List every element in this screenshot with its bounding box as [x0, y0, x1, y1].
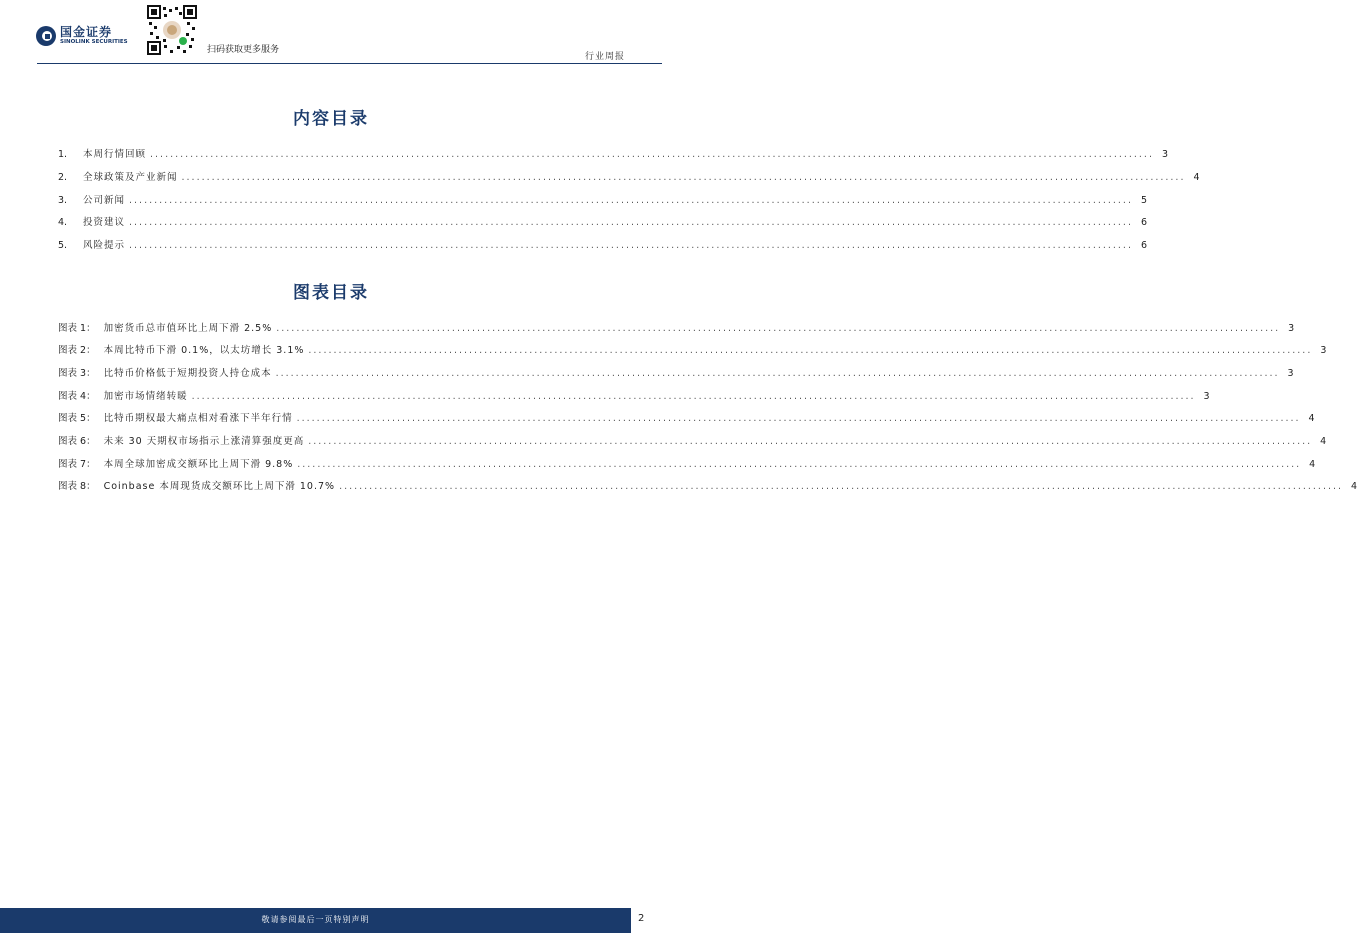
figure-item[interactable]	[58, 342, 1327, 356]
dot-leader: ........................................................................................................................................................................................................	[339, 481, 1344, 492]
figure-item[interactable]	[58, 365, 1294, 379]
figure-item-page: 3	[1287, 368, 1294, 379]
toc-item-number: 4.	[58, 217, 68, 228]
dot-leader: ........................................................................................................................................................................................................	[275, 368, 1280, 379]
figure-item[interactable]	[58, 456, 1316, 470]
figure-item-label: 图表 6：	[58, 436, 96, 447]
toc-item-page: 3	[1161, 149, 1168, 160]
figure-item[interactable]	[58, 410, 1315, 424]
toc-item-number: 3.	[58, 195, 68, 206]
figure-item-title: 加密货币总市值环比上周下滑 2.5%	[103, 323, 273, 334]
figure-item[interactable]	[58, 478, 1357, 492]
logo-mark-icon	[36, 26, 56, 46]
toc-item[interactable]	[58, 192, 1147, 206]
toc-item-number: 1.	[58, 149, 68, 160]
toc-item[interactable]	[58, 214, 1147, 228]
figure-item[interactable]	[58, 388, 1210, 402]
footer-disclaimer: 敬请参阅最后一页特别声明	[261, 915, 370, 924]
document-type: 行业周报	[584, 52, 625, 62]
dot-leader: ........................................................................................................................................................................................................	[308, 345, 1313, 356]
page-number: 2	[638, 913, 645, 924]
qr-code-icon[interactable]	[147, 5, 197, 55]
toc-item-title: 公司新闻	[83, 195, 126, 206]
toc-item-page: 6	[1140, 240, 1147, 251]
logo-name-en: SINOLINK SECURITIES	[60, 39, 128, 45]
dot-leader: ........................................................................................................................................................................................................	[276, 323, 1281, 334]
figure-item-page: 4	[1320, 436, 1327, 447]
page-header	[0, 0, 662, 66]
toc-item-number: 5.	[58, 240, 68, 251]
figure-item-label: 图表 7：	[58, 459, 96, 470]
figure-item-page: 3	[1288, 323, 1295, 334]
dot-leader: ........................................................................................................................................................................................................	[296, 413, 1301, 424]
toc-item-page: 5	[1140, 195, 1147, 206]
company-logo	[36, 26, 128, 46]
figure-item-title: Coinbase 本周现货成交额环比上周下滑 10.7%	[103, 481, 336, 492]
figure-item-page: 4	[1309, 459, 1316, 470]
scan-prompt: 扫码获取更多服务	[207, 45, 280, 55]
figure-item-label: 图表 5：	[58, 413, 96, 424]
toc-item[interactable]	[58, 237, 1147, 251]
figure-item-label: 图表 1：	[58, 323, 96, 334]
toc-item-title: 风险提示	[83, 240, 126, 251]
figure-item[interactable]	[58, 320, 1295, 334]
figure-item-title: 比特币期权最大痛点相对看涨下半年行情	[103, 413, 293, 424]
figure-item-label: 图表 8：	[58, 481, 96, 492]
figure-item-label: 图表 3：	[58, 368, 96, 379]
toc-item[interactable]	[58, 169, 1200, 183]
dot-leader: ........................................................................................................................................................................................................	[129, 195, 1133, 206]
toc-item-title: 全球政策及产业新闻	[83, 172, 178, 183]
dot-leader: ........................................................................................................................................................................................................	[297, 459, 1302, 470]
figure-item-page: 4	[1308, 413, 1315, 424]
figure-item-title: 未来 30 天期权市场指示上涨清算强度更高	[103, 436, 305, 447]
figures-title: 图表目录	[293, 283, 369, 303]
figure-item-page: 4	[1350, 481, 1357, 492]
toc-item-title: 本周行情回顾	[83, 149, 147, 160]
toc-item-page: 4	[1193, 172, 1200, 183]
dot-leader: ........................................................................................................................................................................................................	[191, 391, 1196, 402]
dot-leader: ........................................................................................................................................................................................................	[181, 172, 1186, 183]
figure-item-page: 3	[1203, 391, 1210, 402]
dot-leader: ........................................................................................................................................................................................................	[308, 436, 1313, 447]
figure-item-title: 本周全球加密成交额环比上周下滑 9.8%	[103, 459, 294, 470]
logo-name-cn: 国金证券	[60, 25, 113, 39]
header-divider	[37, 63, 662, 64]
figure-item[interactable]	[58, 433, 1327, 447]
dot-leader: ........................................................................................................................................................................................................	[150, 149, 1154, 160]
figure-item-title: 加密市场情绪转暖	[103, 391, 188, 402]
toc-item-page: 6	[1140, 217, 1147, 228]
figure-item-label: 图表 2：	[58, 345, 96, 356]
toc-item[interactable]	[58, 146, 1168, 160]
figure-item-title: 本周比特币下滑 0.1%，以太坊增长 3.1%	[103, 345, 305, 356]
figure-item-label: 图表 4：	[58, 391, 96, 402]
figure-item-title: 比特币价格低于短期投资人持仓成本	[103, 368, 272, 379]
toc-item-title: 投资建议	[83, 217, 126, 228]
figure-item-page: 3	[1320, 345, 1327, 356]
dot-leader: ........................................................................................................................................................................................................	[129, 217, 1133, 228]
contents-title: 内容目录	[293, 109, 369, 129]
toc-item-number: 2.	[58, 172, 68, 183]
dot-leader: ........................................................................................................................................................................................................	[129, 240, 1133, 251]
